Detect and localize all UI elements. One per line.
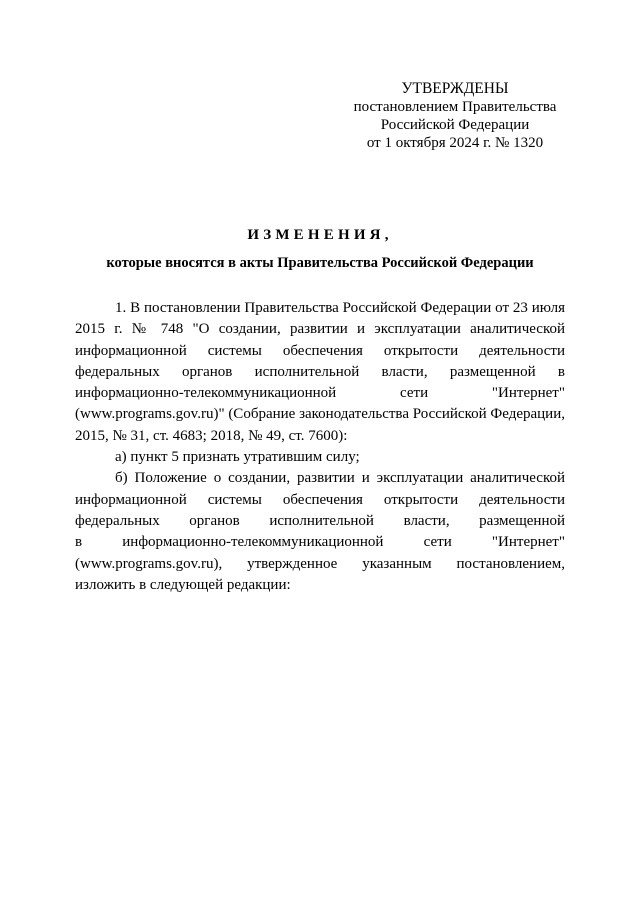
paragraph-3-line-2: информационной системы обеспечения открытости деятельности: [75, 491, 565, 508]
approval-line-2: Российской Федерации: [380, 117, 530, 133]
approval-line-1: постановлением Правительства: [353, 99, 557, 115]
paragraph-3-line-1: б) Положение о создании, развитии и эксплуатации аналитической: [115, 470, 565, 487]
paragraph-3-line-6: изложить в следующей редакции:: [75, 576, 291, 593]
paragraph-3-line-4: в информационно-телекоммуникационной сети "Интернет": [75, 534, 565, 551]
document-subtitle: которые вносятся в акты Правительства Российской Федерации: [106, 255, 534, 271]
paragraph-2: а) пункт 5 признать утратившим силу;: [115, 449, 360, 466]
approval-block: [340, 80, 570, 152]
approval-line-3: от 1 октября 2024 г. № 1320: [366, 135, 544, 151]
paragraph-3-line-5: (www.programs.gov.ru), утвержденное указанным постановлением,: [75, 555, 565, 572]
paragraph-1: 1. В постановлении Правительства Российской Федерации от 23 июля 2015 г. № 748 "О создании, развитии и эксплуатации аналитической информационной системы обеспечения открытости деятельности федеральных органов исполнительной власти, размещенной в информационно-телекоммуникационной сети "Интернет" (www.programs.gov.ru)" (Собрание законодательства Российской Федерации, 2015, № 31, ст. 4683; 2018, № 49, ст. 7600):: [75, 300, 565, 444]
document-title: ИЗМЕНЕНИЯ,: [247, 227, 393, 243]
document-body: [75, 298, 565, 596]
paragraph-3-line-3: федеральных органов исполнительной власти, размещенной: [75, 512, 565, 529]
approval-heading: УТВЕРЖДЕНЫ: [401, 80, 509, 97]
paragraph-3: [75, 468, 565, 596]
